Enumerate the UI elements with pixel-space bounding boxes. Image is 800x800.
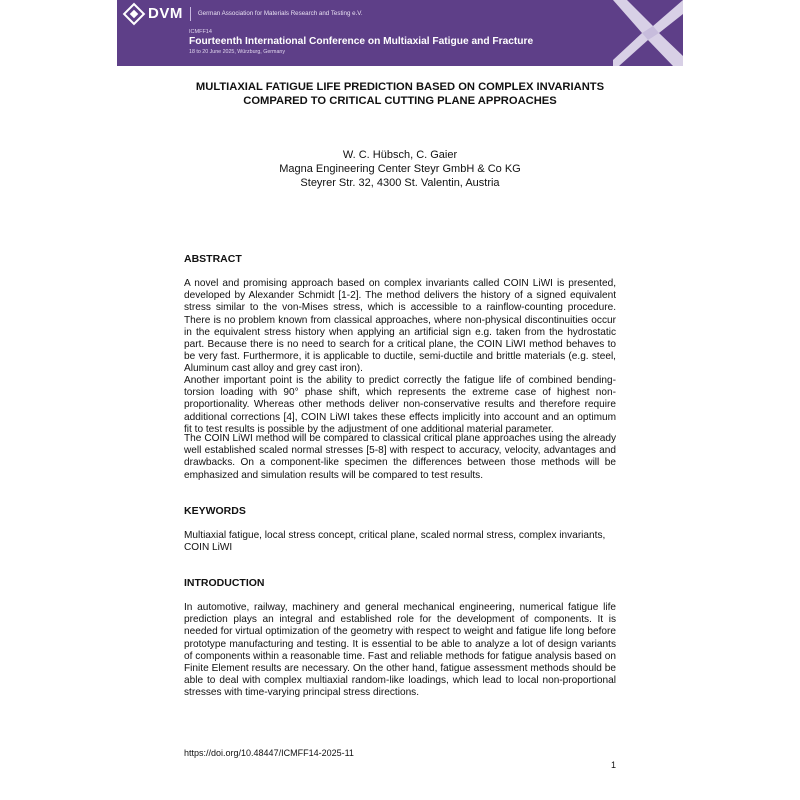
dvm-diamond-icon — [123, 2, 146, 25]
affiliation: Magna Engineering Center Steyr GmbH & Co KG — [279, 163, 521, 175]
association-name: German Association for Materials Research and Testing e.V. — [197, 10, 363, 17]
introduction-paragraph-1: In automotive, railway, machinery and general mechanical engineering, numerical fatigue life prediction plays an integral and established role for the development of components. It is needed for virtual optimization of the geometry with respect to weight and fatigue life long before prototype manufacturing and testing. It is essential to be able to analyze a lot of design variants of components within a reasonable time. Fast and reliable methods for fatigue analysis based on Finite Element results are necessary. On the other hand, fatigue assessment methods should be able to deal with complex multiaxial random-like loadings, which lead to local non-proportional stresses with time-varying principal stress directions. — [184, 602, 616, 699]
paper-title-line-2: COMPARED TO CRITICAL CUTTING PLANE APPROACHES — [243, 95, 557, 107]
keywords-text: Multiaxial fatigue, local stress concept, critical plane, scaled normal stress, complex invariants, COIN LiWI — [184, 530, 606, 554]
abstract-paragraph-2: Another important point is the ability to predict correctly the fatigue life of combined bending-torsion loading with 90° phase shift, which represents the extreme case of highest non-proportionality. Whereas other methods deliver non-conservative results and therefore require additional corrections [4], COIN LiWI takes these effects implicitly into account and an optimum fit to test results is possible by the adjustment of one additional material parameter. — [184, 375, 616, 435]
abstract-paragraph-1: A novel and promising approach based on complex invariants called COIN LiWI is presented, developed by Alexander Schmidt [1-2]. The method delivers the history of a signed equivalent stress similar to the von-Mises stress, which is accessible to a rainflow-counting procedure. There is no problem known from classical approaches, where non-physical discontinuities occur in the equivalent stress history when applying an artificial sign e.g. taken from the hydrostatic part. Because there is no need to search for a critical plane, the COIN LiWI method behaves to be very fast. Furthermore, it is applicable to ductile, semi-ductile and brittle materials (e.g. steel, Aluminum cast alloy and grey cast iron). — [184, 278, 616, 375]
doi-link[interactable]: https://doi.org/10.48447/ICMFF14-2025-11 — [184, 748, 354, 758]
brand-name: DVM — [148, 5, 183, 22]
introduction-heading: INTRODUCTION — [184, 577, 265, 589]
conference-abbreviation: ICMFF14 — [189, 29, 212, 35]
dvm-logo — [123, 5, 363, 22]
paper-page — [117, 0, 683, 800]
keywords-heading: KEYWORDS — [184, 505, 246, 517]
conference-banner — [117, 0, 683, 66]
abstract-paragraph-3: The COIN LiWI method will be compared to classical critical plane approaches using the already well established scaled normal stresses [5-8] with respect to accuracy, velocity, advantages and drawbacks. On a component-like specimen the differences between those methods will be emphasized and simulation results will be compared to test results. — [184, 433, 616, 481]
conference-title: Fourteenth International Conference on Multiaxial Fatigue and Fracture — [189, 36, 534, 47]
page-number: 1 — [610, 760, 616, 770]
abstract-heading: ABSTRACT — [184, 253, 242, 265]
conference-info — [189, 29, 533, 55]
decorative-cross-icon — [613, 0, 683, 66]
paper-title — [184, 80, 616, 108]
address: Steyrer Str. 32, 4300 St. Valentin, Austria — [300, 177, 500, 189]
conference-date: 18 to 20 June 2025, Würzburg, Germany — [189, 49, 285, 55]
paper-title-line-1: MULTIAXIAL FATIGUE LIFE PREDICTION BASED ON COMPLEX INVARIANTS — [195, 81, 605, 93]
author-block — [184, 148, 616, 190]
authors: W. C. Hübsch, C. Gaier — [342, 149, 458, 161]
logo-divider — [190, 7, 191, 21]
